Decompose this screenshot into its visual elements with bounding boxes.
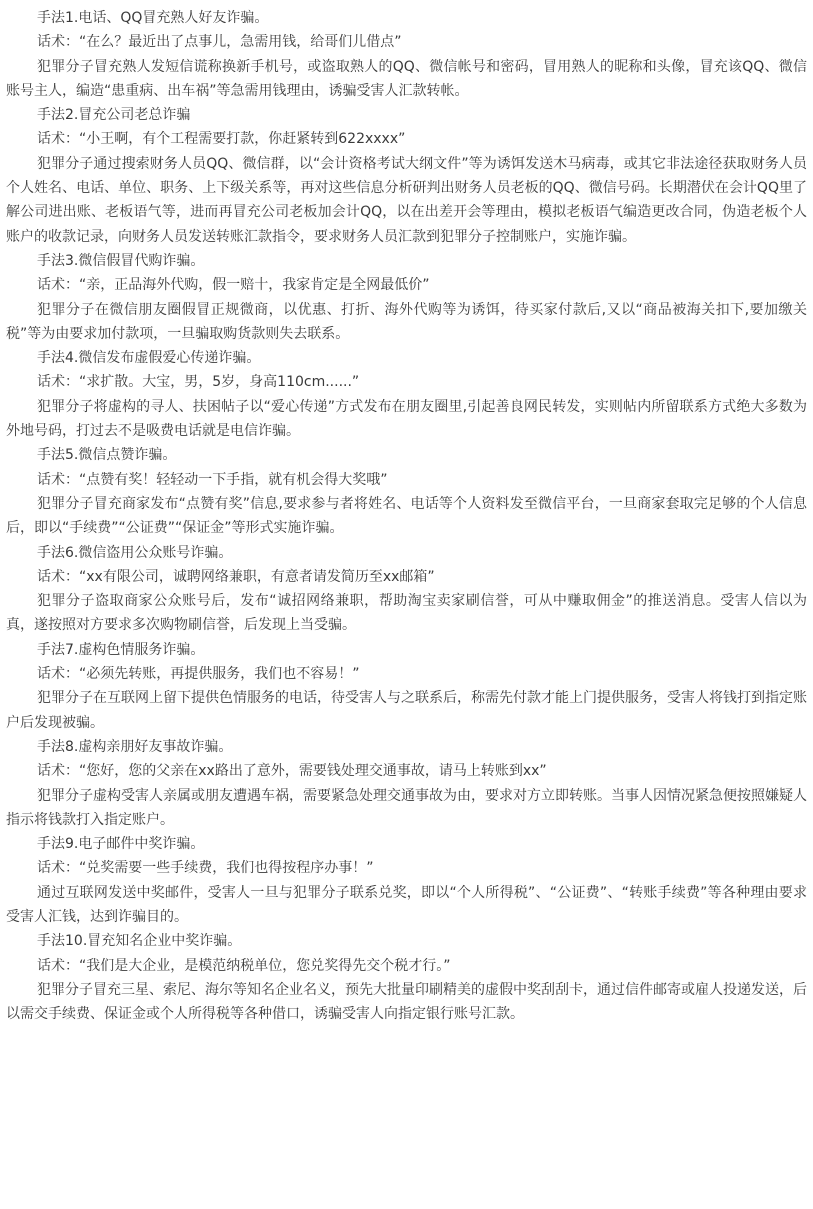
fraud-method-9 xyxy=(6,832,807,929)
method-heading: 手法9.电子邮件中奖诈骗。 xyxy=(37,836,205,853)
method-description: 犯罪分子盗取商家公众账号后，发布“诚招网络兼职，帮助淘宝卖家刷信誉，可从中赚取佣金”的推送消息。受害人信以为真，遂按照对方要求多次购物刷信誉，后发现上当受骗。 xyxy=(6,593,807,634)
method-description: 犯罪分子冒充三星、索尼、海尔等知名企业名义，预先大批量印刷精美的虚假中奖刮刮卡，通过信件邮寄或雇人投递发送，后以需交手续费、保证金或个人所得税等各种借口，诱骗受害人向指定银行账号汇款。 xyxy=(6,981,807,1023)
method-script: 话术：“求扩散。大宝，男，5岁，身高110cm......” xyxy=(37,374,360,391)
method-heading: 手法3.微信假冒代购诈骗。 xyxy=(37,252,205,269)
method-script: 话术：“xx有限公司，诚聘网络兼职，有意者请发简历至xx邮箱” xyxy=(37,568,435,585)
method-heading: 手法8.虚构亲朋好友事故诈骗。 xyxy=(37,738,233,755)
method-description: 犯罪分子将虚构的寻人、扶困帖子以“爱心传递”方式发布在朋友圈里,引起善良网民转发，实则帖内所留联系方式绝大多数为外地号码，打过去不是吸费电话就是电信诈骗。 xyxy=(6,398,807,440)
fraud-method-10 xyxy=(6,929,807,1026)
method-heading: 手法7.虚构色情服务诈骗。 xyxy=(37,641,205,658)
method-heading: 手法4.微信发布虚假爱心传递诈骗。 xyxy=(37,350,261,367)
method-script: 话术：“小王啊，有个工程需要打款，你赶紧转到622xxxx” xyxy=(37,131,406,148)
method-script: 话术：“我们是大企业，是模范纳税单位，您兑奖得先交个税才行。” xyxy=(37,957,451,974)
method-description: 犯罪分子通过搜索财务人员QQ、微信群，以“会计资格考试大纲文件”等为诱饵发送木马病毒，或其它非法途径获取财务人员个人姓名、电话、单位、职务、上下级关系等，再对这些信息分析研判出财务人员老板的QQ、微信号码。长期潜伏在会计QQ里了解公司进出账、老板语气等，进而再冒充公司老板加会计QQ，以在出差开会等理由，模拟老板语气编造更改合同，伪造老板个人账户的收款记录，向财务人员发送转账汇款指令，要求财务人员汇款到犯罪分子控制账户，实施诈骗。 xyxy=(6,155,807,245)
method-heading: 手法2.冒充公司老总诈骗 xyxy=(37,107,191,124)
fraud-method-7 xyxy=(6,638,807,735)
method-description: 犯罪分子虚构受害人亲属或朋友遭遇车祸，需要紧急处理交通事故为由，要求对方立即转账。当事人因情况紧急便按照嫌疑人指示将钱款打入指定账户。 xyxy=(6,787,807,828)
method-description: 犯罪分子在互联网上留下提供色情服务的电话，待受害人与之联系后，称需先付款才能上门提供服务，受害人将钱打到指定账户后发现被骗。 xyxy=(6,690,807,731)
method-script: 话术：“您好，您的父亲在xx路出了意外，需要钱处理交通事故，请马上转账到xx” xyxy=(37,763,547,780)
fraud-method-5 xyxy=(6,443,807,540)
method-heading: 手法5.微信点赞诈骗。 xyxy=(37,447,177,464)
fraud-method-6 xyxy=(6,541,807,638)
method-script: 话术：“亲，正品海外代购，假一赔十，我家肯定是全网最低价” xyxy=(37,277,430,294)
fraud-method-1 xyxy=(6,6,807,103)
method-script: 话术：“必须先转账，再提供服务，我们也不容易！” xyxy=(37,666,360,683)
fraud-method-4 xyxy=(6,346,807,443)
method-description: 犯罪分子冒充商家发布“点赞有奖”信息,要求参与者将姓名、电话等个人资料发至微信平台，一旦商家套取完足够的个人信息后，即以“手续费”“公证费”“保证金”等形式实施诈骗。 xyxy=(6,495,807,537)
method-heading: 手法10.冒充知名企业中奖诈骗。 xyxy=(37,933,242,950)
method-description: 犯罪分子冒充熟人发短信谎称换新手机号，或盗取熟人的QQ、微信帐号和密码，冒用熟人的昵称和头像，冒充该QQ、微信账号主人，编造“患重病、出车祸”等急需用钱理由，诱骗受害人汇款转帐。 xyxy=(6,58,807,99)
method-script: 话术：“在么？最近出了点事儿，急需用钱，给哥们儿借点” xyxy=(37,34,402,51)
method-heading: 手法1.电话、QQ冒充熟人好友诈骗。 xyxy=(37,10,269,26)
fraud-method-3 xyxy=(6,249,807,346)
method-description: 犯罪分子在微信朋友圈假冒正规微商，以优惠、打折、海外代购等为诱饵，待买家付款后,又以“商品被海关扣下,要加缴关税”等为由要求加付款项，一旦骗取购货款则失去联系。 xyxy=(6,301,807,342)
method-heading: 手法6.微信盗用公众账号诈骗。 xyxy=(37,544,233,561)
method-script: 话术：“兑奖需要一些手续费，我们也得按程序办事！” xyxy=(37,860,374,877)
fraud-method-2 xyxy=(6,103,807,249)
fraud-method-8 xyxy=(6,735,807,832)
method-script: 话术：“点赞有奖！轻轻动一下手指，就有机会得大奖哦” xyxy=(37,471,388,488)
method-description: 通过互联网发送中奖邮件，受害人一旦与犯罪分子联系兑奖，即以“个人所得税”、“公证费”、“转账手续费”等各种理由要求受害人汇钱，达到诈骗目的。 xyxy=(6,884,807,925)
